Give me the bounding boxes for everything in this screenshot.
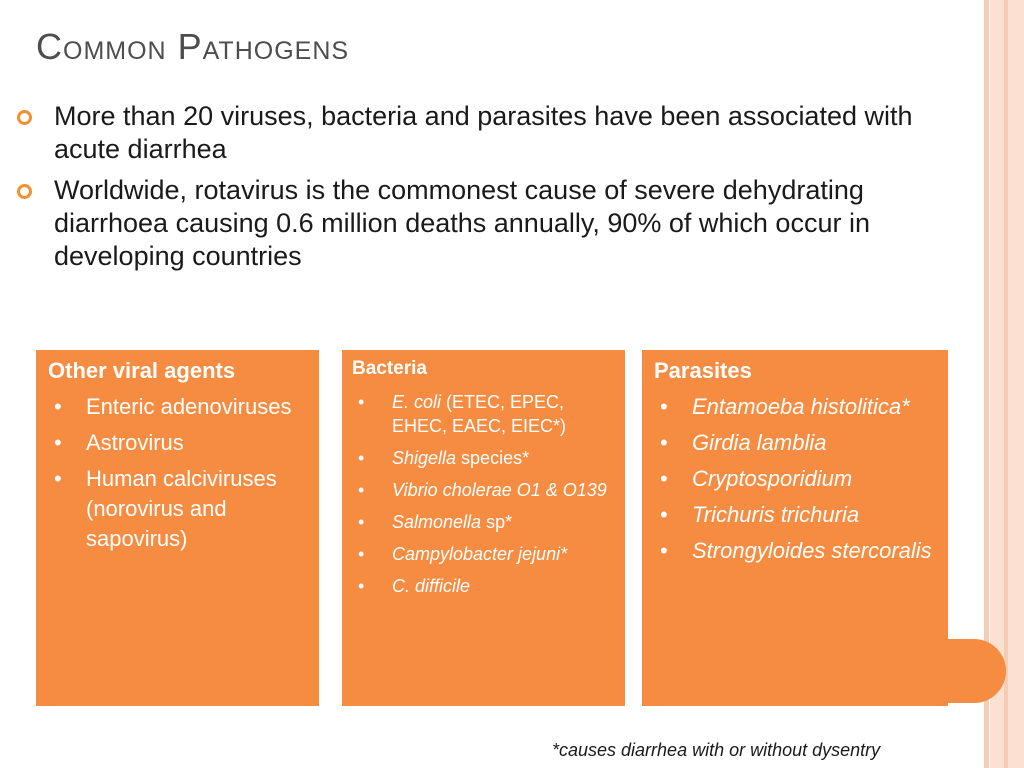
item-text: sp* [481,512,513,532]
list-item [654,392,936,422]
box-heading: Parasites [654,358,752,383]
bullet-dot-icon: • [358,392,365,412]
bullet-dot-icon: • [660,502,668,527]
item-text: species* [456,448,530,468]
list-item [352,574,615,598]
ring-bullet-icon [17,184,32,199]
item-text: Strongyloides stercoralis [692,538,932,563]
bullet-text: More than 20 viruses, bacteria and parasites have been associated with acute diarrhea [54,101,913,164]
list-item [48,392,307,422]
list-item [654,464,936,494]
list-item [352,446,615,470]
list-item [48,464,307,554]
item-italic: E. coli [392,392,442,412]
bullet-dot-icon: • [358,480,365,500]
list-item [654,536,936,566]
list-item [352,510,615,534]
bullet-text: Worldwide, rotavirus is the commonest cause of severe dehydrating diarrhoea causing 0.6 million deaths annually, 90% of which occur in developing countries [54,175,870,271]
box-heading: Bacteria [352,358,427,379]
item-text: Trichuris trichuria [692,502,860,527]
item-italic: C. difficile [392,576,471,596]
footnote: *causes diarrhea with or without dysentry [552,740,881,760]
item-text: Entamoeba histolitica* [692,394,910,419]
item-text: Cryptosporidium [692,466,853,491]
item-italic: Shigella [392,448,457,468]
bullet-dot-icon: • [54,466,62,491]
bacteria-box [342,350,625,706]
bullet-dot-icon: • [660,538,668,563]
bullet-list [14,100,954,281]
list-item [48,428,307,458]
bacteria-list [352,390,615,598]
viral-agents-box [36,350,319,706]
bullet-dot-icon: • [660,430,668,455]
item-text: Girdia lamblia [692,430,827,455]
box-heading: Other viral agents [48,358,236,383]
list-item [352,542,615,566]
list-item [654,500,936,530]
list-item [352,390,615,438]
bullet-dot-icon: • [54,394,62,419]
bullet-dot-icon: • [660,466,668,491]
bullet-dot-icon: • [54,430,62,455]
bullet-dot-icon: • [358,544,365,564]
item-text: Human calciviruses (norovirus and sapovirus) [86,466,277,551]
item-text: (ETEC, EPEC, EHEC, EAEC, EIEC*) [392,392,567,436]
item-italic: Campylobacter jejuni* [392,544,568,564]
item-text: Astrovirus [86,430,184,455]
bullet-dot-icon: • [358,512,365,532]
ring-bullet-icon [17,110,32,125]
bullet-dot-icon: • [660,394,668,419]
bullet-dot-icon: • [358,448,365,468]
decorative-stripe [1008,0,1024,768]
item-text: Enteric adenoviruses [86,394,292,419]
viral-list [48,392,307,554]
slide-title: Common Pathogens [36,26,350,67]
bullet-item [14,100,954,166]
item-italic: Salmonella [392,512,482,532]
list-item [352,478,615,502]
parasites-list [654,392,936,566]
item-italic: Vibrio cholerae O1 & O139 [392,480,607,500]
bullet-dot-icon: • [358,576,365,596]
list-item [654,428,936,458]
bullet-item [14,174,954,273]
parasites-box [642,350,948,706]
